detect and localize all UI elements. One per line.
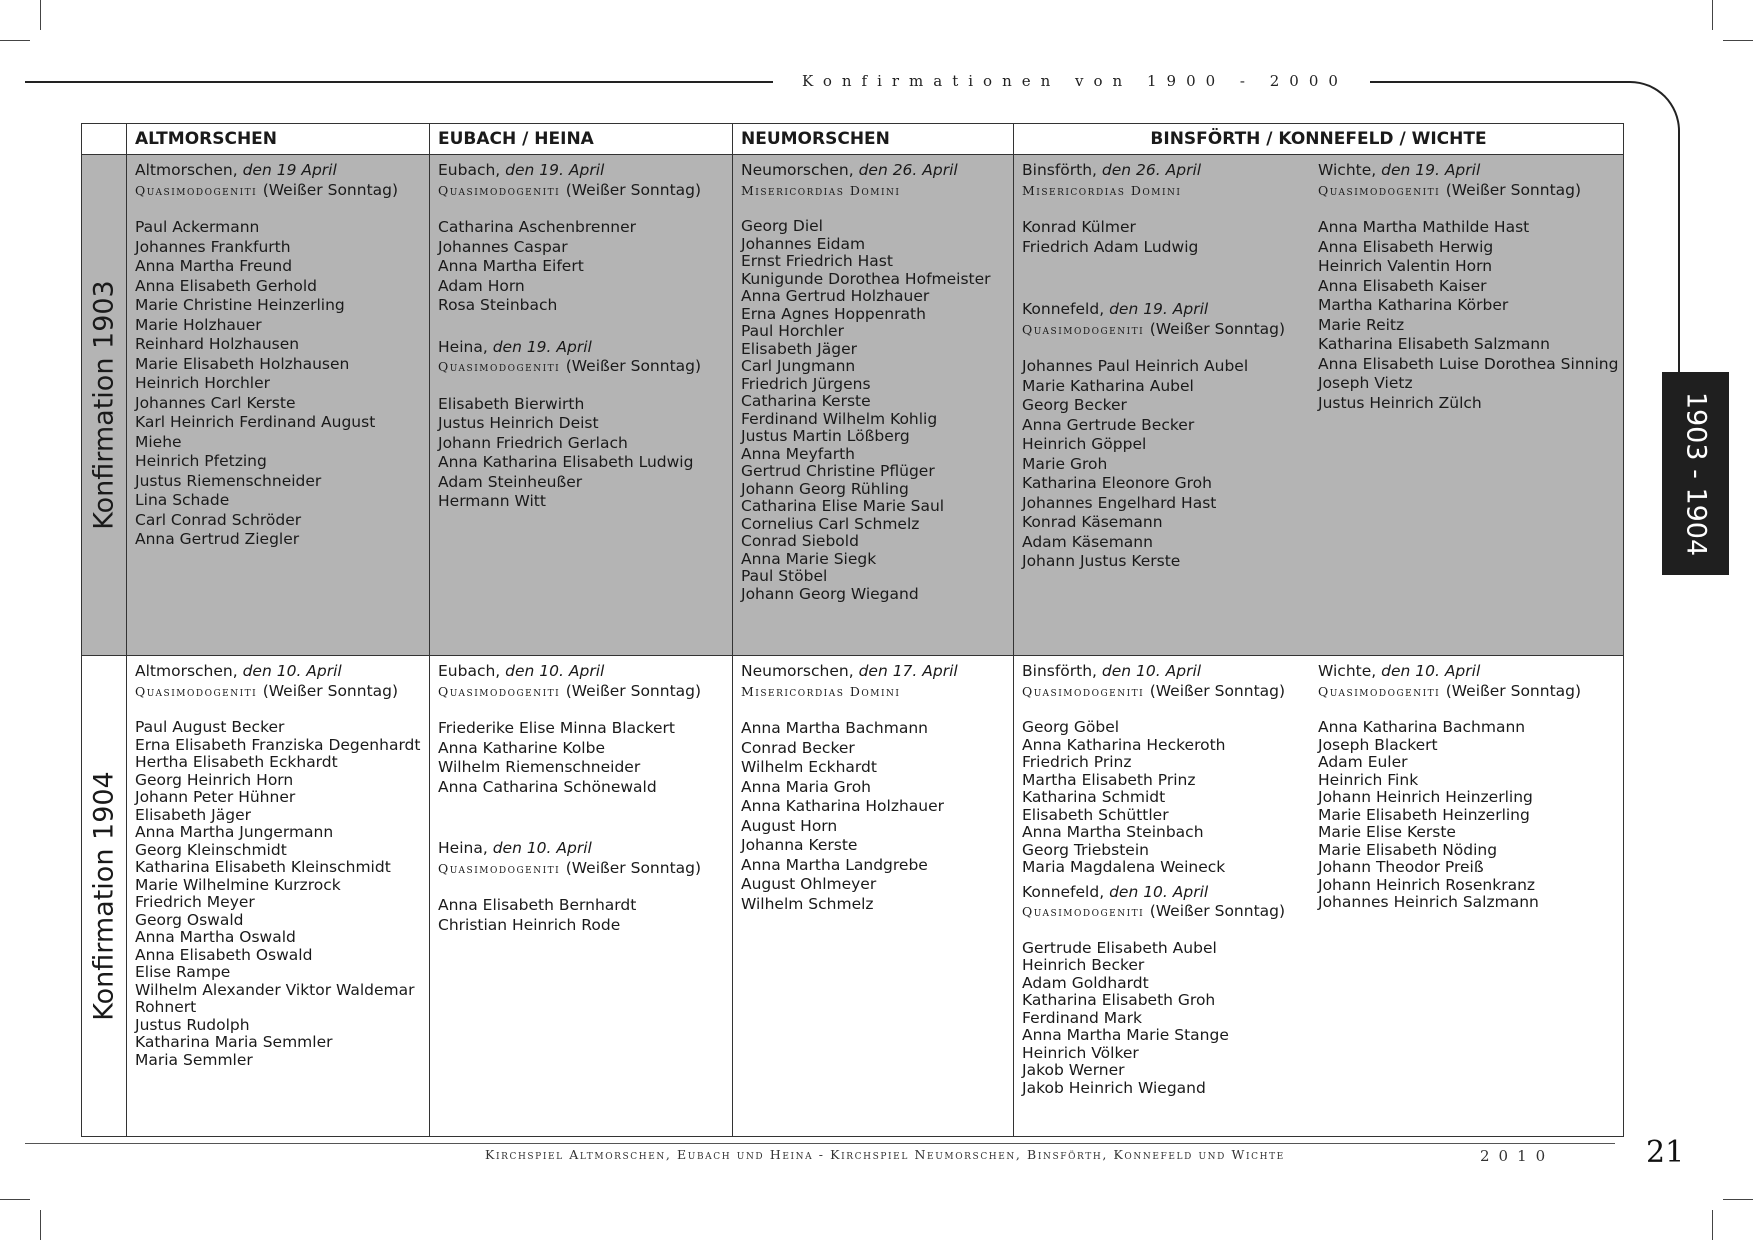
place-date-line	[1022, 161, 1318, 181]
confirmand-name: Konrad Käsemann	[1022, 513, 1163, 531]
cell-binsfoerth-1903	[1014, 155, 1624, 656]
confirmand-name: Wilhelm Alexander Viktor Waldemar Rohnert	[135, 980, 415, 1016]
confirmation-date: den 26. April	[858, 161, 958, 179]
confirmand-name: Kunigunde Dorothea Hofmeister	[741, 269, 991, 288]
confirmand-name: Johann Heinrich Rosenkranz	[1318, 875, 1536, 894]
confirmand-name: Anna Maria Groh	[741, 777, 872, 796]
feast-name: Quasimodogeniti	[1318, 683, 1441, 699]
year-row-1903	[82, 155, 1624, 656]
name-list	[438, 395, 728, 512]
place-date-line	[135, 662, 425, 682]
feast-note: (Weißer Sonntag)	[565, 180, 702, 199]
confirmand-name: Joseph Vietz	[1318, 374, 1413, 392]
place-name: Altmorschen,	[135, 662, 238, 680]
feast-line	[438, 357, 728, 377]
confirmand-name: Marie Reitz	[1318, 315, 1405, 334]
cell-neumorschen-1903	[733, 155, 1014, 656]
confirmation-date: den 17. April	[858, 662, 958, 680]
confirmand-name: Gertrud Christine Pflüger	[741, 462, 935, 480]
header-rule-left	[25, 81, 773, 83]
confirmand-name: Marie Holzhauer	[135, 315, 262, 334]
feast-line	[135, 181, 425, 201]
place-date-line	[438, 839, 728, 859]
feast-name: Quasimodogeniti	[1022, 321, 1145, 337]
place-date-line	[135, 161, 425, 181]
confirmand-name: Jakob Werner	[1022, 1061, 1125, 1079]
feast-note: (Weißer Sonntag)	[1149, 681, 1286, 700]
confirmand-name: Johann Heinrich Heinzerling	[1318, 788, 1533, 806]
confirmand-name: Anna Martha Steinbach	[1022, 823, 1204, 841]
confirmand-name: Johann Justus Kerste	[1022, 552, 1181, 570]
place-date-line	[1022, 883, 1318, 903]
confirmand-name: Heinrich Valentin Horn	[1318, 257, 1493, 275]
confirmand-name: Friedrich Adam Ludwig	[1022, 237, 1199, 256]
confirmand-name: Anna Martha Landgrebe	[741, 855, 928, 874]
confirmand-name: Joseph Blackert	[1318, 735, 1438, 754]
place-date-line	[741, 161, 1009, 181]
feast-name: Quasimodogeniti	[438, 860, 561, 876]
name-list	[1022, 357, 1318, 572]
name-list	[438, 896, 728, 935]
feast-line	[1318, 181, 1619, 201]
confirmand-name: Anna Catharina Schönewald	[438, 777, 657, 796]
confirmand-name: Heinrich Pfetzing	[135, 452, 267, 470]
confirmand-name: Johann Friedrich Gerlach	[438, 433, 628, 452]
confirmand-name: Johann Georg Wiegand	[741, 584, 919, 603]
place-name: Konnefeld,	[1022, 300, 1105, 318]
place-name: Eubach,	[438, 161, 501, 179]
confirmand-name: Maria Semmler	[135, 1050, 253, 1069]
footer-rule	[25, 1143, 1615, 1144]
column-header-altmorschen: ALTMORSCHEN	[127, 124, 430, 155]
confirmand-name: Adam Horn	[438, 276, 525, 295]
confirmand-name: Conrad Becker	[741, 738, 855, 757]
cell-altmorschen-1903	[127, 155, 430, 656]
confirmand-name: Georg Triebstein	[1022, 840, 1149, 859]
confirmand-name: Georg Diel	[741, 217, 823, 235]
year-label: Konfirmation 1903	[88, 280, 120, 530]
confirmand-name: Anna Martha Eifert	[438, 257, 584, 275]
confirmand-name: Hermann Witt	[438, 492, 546, 510]
confirmand-name: Anna Elisabeth Oswald	[135, 945, 313, 964]
confirmand-name: Catharina Aschenbrenner	[438, 218, 636, 236]
cell-altmorschen-1904	[127, 656, 430, 1137]
confirmand-name: Johannes Paul Heinrich Aubel	[1022, 357, 1249, 375]
confirmand-name: Katharina Schmidt	[1022, 788, 1166, 806]
place-name: Wichte,	[1318, 161, 1377, 179]
feast-line	[741, 181, 1009, 201]
feast-name: Quasimodogeniti	[1022, 683, 1145, 699]
confirmand-name: Friedrich Prinz	[1022, 753, 1132, 771]
confirmand-name: Marie Elise Kerste	[1318, 823, 1456, 841]
name-list	[1022, 719, 1318, 877]
name-list	[1022, 218, 1318, 257]
name-list	[741, 218, 1009, 603]
feast-line	[1022, 682, 1318, 702]
confirmand-name: Heinrich Fink	[1318, 770, 1419, 789]
place-name: Neumorschen,	[741, 662, 854, 680]
confirmand-name: Konrad Külmer	[1022, 218, 1136, 236]
feast-note: (Weißer Sonntag)	[262, 180, 399, 199]
confirmand-name: Anna Martha Bachmann	[741, 719, 928, 737]
confirmand-name: Heinrich Horchler	[135, 374, 271, 392]
confirmand-name: Heinrich Göppel	[1022, 435, 1147, 453]
confirmand-name: Anna Katharina Holzhauer	[741, 797, 945, 815]
header-rule-right	[1370, 81, 1585, 83]
place-date-line	[1318, 662, 1619, 682]
confirmand-name: Justus Heinrich Deist	[438, 414, 599, 432]
confirmand-name: Marie Katharina Aubel	[1022, 376, 1194, 395]
confirmand-name: Lina Schade	[135, 491, 230, 509]
confirmand-name: Maria Magdalena Weineck	[1022, 858, 1226, 876]
confirmand-name: Justus Heinrich Zülch	[1318, 393, 1482, 412]
confirmand-name: Friederike Elise Minna Blackert	[438, 719, 676, 737]
confirmand-name: Georg Kleinschmidt	[135, 840, 287, 859]
confirmand-name: Martha Elisabeth Prinz	[1022, 770, 1196, 789]
confirmand-name: Johannes Heinrich Salzmann	[1318, 893, 1539, 911]
place-date-line	[438, 662, 728, 682]
feast-name: Misericordias Domini	[741, 683, 901, 699]
confirmation-table	[81, 123, 1624, 1137]
column-header-neumorschen: NEUMORSCHEN	[733, 124, 1014, 155]
confirmand-name: Anna Elisabeth Luise Dorothea Sinning	[1318, 354, 1619, 373]
confirmand-name: Georg Heinrich Horn	[135, 770, 294, 789]
confirmand-name: Wilhelm Eckhardt	[741, 758, 877, 776]
confirmand-name: Johann Peter Hühner	[135, 788, 296, 806]
place-name: Binsförth,	[1022, 161, 1097, 179]
confirmand-name: Anna Katharina Bachmann	[1318, 718, 1526, 736]
confirmand-name: Anna Martha Oswald	[135, 928, 296, 946]
confirmand-name: Catharina Kerste	[741, 392, 871, 410]
name-list	[1318, 218, 1619, 413]
confirmand-name: Hertha Elisabeth Eckhardt	[135, 753, 338, 771]
confirmand-name: Anna Elisabeth Kaiser	[1318, 276, 1487, 295]
year-label: Konfirmation 1904	[88, 771, 120, 1021]
crop-mark	[40, 1210, 41, 1240]
confirmand-name: Anna Martha Marie Stange	[1022, 1026, 1229, 1044]
place-name: Heina,	[438, 337, 488, 356]
footer-text: Kirchspiel Altmorschen, Eubach und Heina - Kirchspiel Neumorschen, Binsförth, Konnefeld und Wichte	[485, 1147, 1285, 1162]
year-label-cell	[82, 656, 127, 1137]
confirmand-name: Catharina Elise Marie Saul	[741, 497, 945, 515]
place-name: Konnefeld,	[1022, 882, 1105, 901]
feast-name: Quasimodogeniti	[438, 683, 561, 699]
confirmand-name: Anna Martha Mathilde Hast	[1318, 218, 1530, 236]
confirmand-name: Heinrich Völker	[1022, 1043, 1139, 1062]
cell-eubach-heina-1903	[430, 155, 733, 656]
cell-neumorschen-1904	[733, 656, 1014, 1137]
confirmand-name: Marie Wilhelmine Kurzrock	[135, 875, 341, 894]
confirmand-name: Adam Steinheußer	[438, 472, 583, 491]
confirmand-name: Paul August Becker	[135, 718, 285, 736]
crop-mark	[1723, 40, 1753, 41]
feast-line	[438, 682, 728, 702]
confirmand-name: Marie Elisabeth Heinzerling	[1318, 805, 1530, 824]
place-name: Wichte,	[1318, 662, 1377, 680]
feast-note: (Weißer Sonntag)	[565, 858, 702, 877]
confirmand-name: Gertrude Elisabeth Aubel	[1022, 938, 1217, 957]
confirmand-name: Johannes Caspar	[438, 237, 568, 256]
confirmand-name: Georg Göbel	[1022, 718, 1120, 736]
footer-year: 2010	[1480, 1147, 1555, 1165]
confirmand-name: Johannes Carl Kerste	[135, 393, 296, 412]
confirmand-name: Anna Elisabeth Gerhold	[135, 276, 317, 295]
confirmand-name: Anna Martha Freund	[135, 257, 293, 275]
crop-mark	[0, 1199, 30, 1200]
confirmation-date: den 10. April	[242, 662, 342, 680]
confirmand-name: Paul Horchler	[741, 322, 844, 340]
confirmand-name: Johanna Kerste	[741, 836, 858, 854]
confirmand-name: Anna Gertrude Becker	[1022, 415, 1195, 434]
feast-note: (Weißer Sonntag)	[262, 681, 399, 700]
confirmand-name: Johann Theodor Preiß	[1318, 858, 1484, 876]
confirmand-name: Elisabeth Jäger	[741, 339, 858, 358]
confirmand-name: Elisabeth Schüttler	[1022, 805, 1169, 824]
name-list	[438, 218, 728, 316]
confirmation-date: den 19 April	[242, 161, 337, 179]
confirmand-name: Paul Stöbel	[741, 567, 828, 585]
feast-line	[135, 682, 425, 702]
confirmation-date: den 10. April	[1109, 882, 1209, 901]
confirmand-name: Anna Katharina Elisabeth Ludwig	[438, 453, 694, 471]
confirmand-name: Ferdinand Mark	[1022, 1008, 1142, 1027]
confirmand-name: Cornelius Carl Schmelz	[741, 514, 920, 533]
confirmand-name: Friedrich Meyer	[135, 893, 255, 911]
confirmand-name: Katharina Eleonore Groh	[1022, 474, 1212, 492]
name-list	[1022, 940, 1318, 1098]
confirmand-name: Anna Katharina Heckeroth	[1022, 735, 1226, 754]
confirmand-name: Adam Goldhardt	[1022, 973, 1149, 992]
feast-line	[1022, 902, 1318, 922]
confirmand-name: Johannes Frankfurth	[135, 237, 291, 256]
column-header-eubach-heina: EUBACH / HEINA	[430, 124, 733, 155]
place-date-line	[741, 662, 1009, 682]
confirmand-name: Elise Rampe	[135, 963, 231, 981]
confirmand-name: Justus Riemenschneider	[135, 471, 322, 490]
feast-name: Quasimodogeniti	[1022, 904, 1145, 919]
feast-note: (Weißer Sonntag)	[1445, 681, 1582, 700]
confirmand-name: Adam Euler	[1318, 753, 1408, 771]
place-name: Binsförth,	[1022, 662, 1097, 680]
page-number: 21	[1646, 1135, 1685, 1170]
confirmand-name: Jakob Heinrich Wiegand	[1022, 1078, 1206, 1097]
feast-note: (Weißer Sonntag)	[1149, 902, 1286, 920]
feast-note: (Weißer Sonntag)	[565, 681, 702, 700]
confirmand-name: Christian Heinrich Rode	[438, 915, 621, 934]
page-title: Konfirmationen von 1900 - 2000	[802, 72, 1348, 90]
confirmand-name: Friedrich Jürgens	[741, 374, 871, 393]
place-name: Altmorschen,	[135, 161, 238, 179]
confirmand-name: Johannes Engelhard Hast	[1022, 493, 1217, 512]
confirmand-name: Justus Rudolph	[135, 1015, 250, 1034]
name-list	[135, 218, 425, 550]
confirmand-name: Carl Jungmann	[741, 357, 856, 375]
feast-name: Quasimodogeniti	[1318, 182, 1441, 198]
confirmand-name: Anna Elisabeth Bernhardt	[438, 896, 637, 914]
confirmand-name: Justus Martin Lößberg	[741, 427, 910, 445]
confirmand-name: Conrad Siebold	[741, 532, 859, 550]
confirmand-name: Carl Conrad Schröder	[135, 510, 302, 529]
confirmand-name: Anna Katharine Kolbe	[438, 738, 605, 757]
feast-name: Quasimodogeniti	[438, 182, 561, 198]
confirmand-name: Heinrich Becker	[1022, 956, 1145, 974]
feast-line	[1318, 682, 1619, 702]
confirmand-name: Marie Christine Heinzerling	[135, 296, 345, 314]
confirmand-name: Katharina Elisabeth Groh	[1022, 991, 1216, 1009]
confirmand-name: Wilhelm Riemenschneider	[438, 758, 641, 776]
cell-binsfoerth-1904	[1014, 656, 1624, 1137]
column-header-binsfoerth: BINSFÖRTH / KONNEFELD / WICHTE	[1014, 124, 1624, 155]
feast-note: (Weißer Sonntag)	[1149, 319, 1286, 338]
name-list	[135, 719, 425, 1069]
crop-mark	[0, 40, 30, 41]
place-date-line	[1022, 662, 1318, 682]
place-date-line	[1318, 161, 1619, 181]
confirmand-name: Anna Martha Jungermann	[135, 823, 334, 841]
confirmand-name: Georg Oswald	[135, 910, 244, 929]
confirmand-name: Johannes Eidam	[741, 234, 866, 253]
confirmand-name: Marie Elisabeth Holzhausen	[135, 354, 350, 373]
confirmand-name: Martha Katharina Körber	[1318, 296, 1509, 314]
confirmand-name: Wilhelm Schmelz	[741, 894, 874, 913]
confirmand-name: Adam Käsemann	[1022, 532, 1153, 551]
feast-name: Misericordias Domini	[1022, 182, 1182, 198]
crop-mark	[1712, 0, 1713, 30]
name-list	[438, 719, 728, 797]
confirmation-date: den 10. April	[1381, 662, 1481, 680]
confirmation-date: den 19. April	[1109, 300, 1209, 318]
confirmand-name: Anna Gertrud Ziegler	[135, 530, 300, 548]
feast-name: Misericordias Domini	[741, 182, 901, 198]
confirmation-date: den 10. April	[505, 662, 605, 680]
place-date-line	[438, 338, 728, 358]
year-range-label: 1903 - 1904	[1680, 391, 1711, 556]
place-date-line	[438, 161, 728, 181]
year-range-tab	[1662, 372, 1729, 575]
confirmand-name: Anna Marie Siegk	[741, 549, 877, 568]
confirmand-name: Rosa Steinbach	[438, 296, 558, 314]
feast-name: Quasimodogeniti	[438, 359, 561, 374]
confirmand-name: Marie Groh	[1022, 454, 1108, 473]
confirmand-name: Elisabeth Jäger	[135, 805, 252, 824]
feast-name: Quasimodogeniti	[135, 683, 258, 699]
confirmand-name: Elisabeth Bierwirth	[438, 394, 585, 413]
confirmand-name: Anna Elisabeth Herwig	[1318, 237, 1494, 256]
column-header-row	[82, 124, 1624, 155]
confirmation-date: den 10. April	[1101, 662, 1202, 680]
feast-note: (Weißer Sonntag)	[1445, 180, 1582, 199]
confirmation-date: den 19. April	[492, 337, 592, 356]
confirmand-name: Katharina Elisabeth Kleinschmidt	[135, 858, 391, 876]
feast-name: Quasimodogeniti	[135, 182, 258, 198]
feast-line	[438, 181, 728, 201]
corner-cell	[82, 124, 127, 155]
confirmand-name: Katharina Maria Semmler	[135, 1033, 333, 1051]
place-name: Eubach,	[438, 662, 501, 680]
name-list	[1318, 719, 1619, 912]
confirmand-name: Katharina Elisabeth Salzmann	[1318, 335, 1550, 353]
confirmand-name: Paul Ackermann	[135, 218, 260, 236]
feast-line	[438, 859, 728, 879]
confirmand-name: Ernst Friedrich Hast	[741, 252, 893, 270]
confirmand-name: August Ohlmeyer	[741, 875, 877, 893]
feast-note: (Weißer Sonntag)	[565, 357, 702, 375]
confirmand-name: Reinhard Holzhausen	[135, 335, 300, 353]
place-name: Neumorschen,	[741, 161, 854, 179]
cell-eubach-heina-1904	[430, 656, 733, 1137]
crop-mark	[40, 0, 41, 30]
crop-mark	[1723, 1199, 1753, 1200]
crop-mark	[1712, 1210, 1713, 1240]
confirmation-date: den 19. April	[1381, 161, 1481, 179]
confirmand-name: Georg Becker	[1022, 396, 1127, 414]
year-row-1904	[82, 656, 1624, 1137]
confirmation-date: den 19. April	[505, 161, 605, 179]
confirmand-name: August Horn	[741, 816, 838, 835]
feast-line	[741, 682, 1009, 702]
feast-line	[1022, 181, 1318, 201]
confirmand-name: Anna Meyfarth	[741, 444, 855, 463]
confirmand-name: Johann Georg Rühling	[741, 479, 909, 498]
confirmation-date: den 10. April	[492, 839, 592, 857]
place-date-line	[1022, 300, 1318, 320]
confirmand-name: Anna Gertrud Holzhauer	[741, 287, 930, 305]
confirmand-name: Erna Agnes Hoppenrath	[741, 304, 926, 323]
place-name: Heina,	[438, 839, 488, 857]
feast-line	[1022, 320, 1318, 340]
confirmand-name: Ferdinand Wilhelm Kohlig	[741, 409, 938, 428]
confirmation-date: den 26. April	[1101, 161, 1202, 179]
confirmand-name: Marie Elisabeth Nöding	[1318, 840, 1498, 859]
year-label-cell	[82, 155, 127, 656]
name-list	[741, 719, 1009, 914]
confirmand-name: Erna Elisabeth Franziska Degenhardt	[135, 735, 421, 754]
confirmand-name: Karl Heinrich Ferdinand August Miehe	[135, 413, 376, 451]
